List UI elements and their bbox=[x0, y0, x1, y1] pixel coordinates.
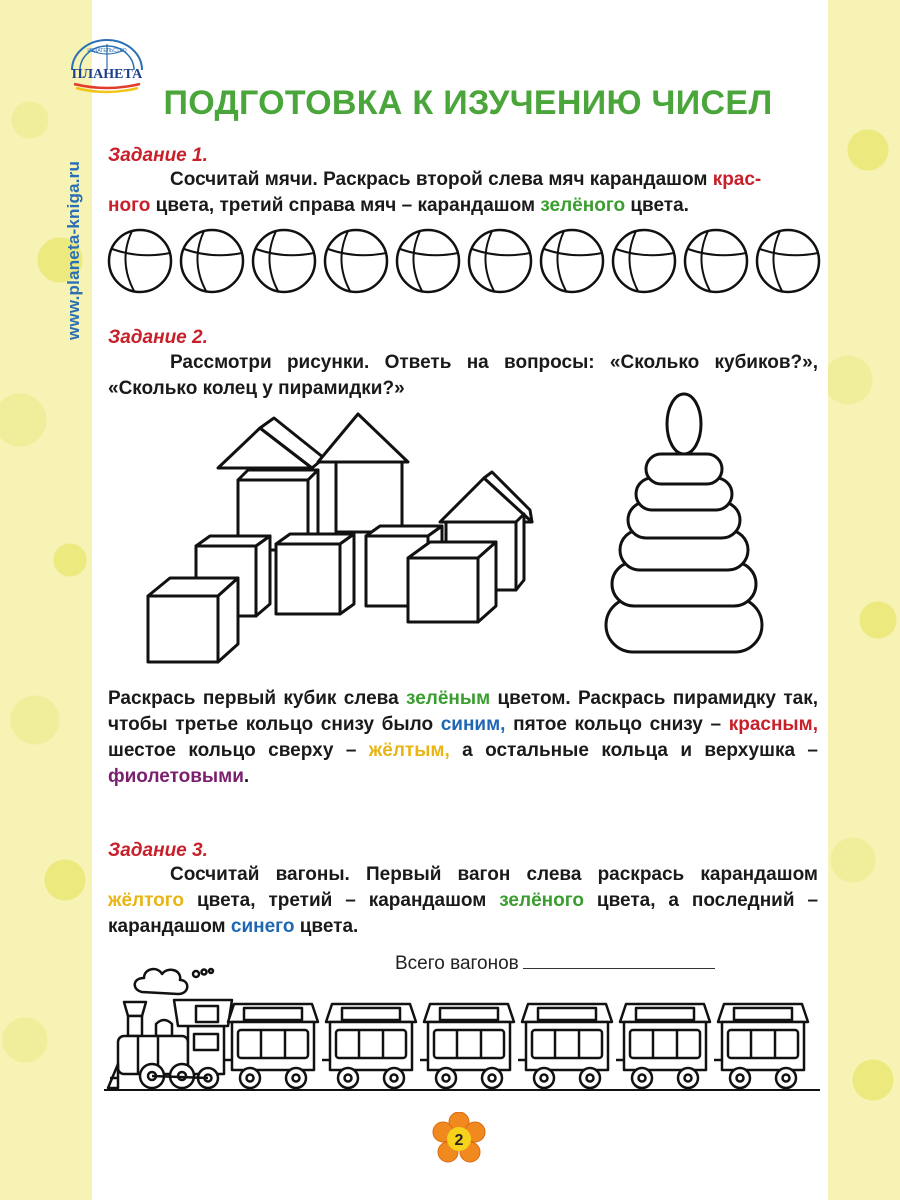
wagon[interactable] bbox=[322, 1004, 416, 1088]
publisher-website[interactable]: www.planeta-kniga.ru bbox=[64, 160, 83, 340]
wagon[interactable] bbox=[714, 1004, 808, 1088]
wagon-count-label: Всего вагонов bbox=[395, 953, 519, 974]
ball[interactable] bbox=[181, 230, 243, 292]
cube-front-right bbox=[408, 558, 478, 622]
wagon[interactable] bbox=[616, 1004, 710, 1088]
task2-instruction: Раскрась первый кубик слева зелёным цветом. Раскрась пирамидку так, чтобы третье кольцо снизу было синим, пятое кольцо снизу – красным, шестое кольцо сверху – жёлтым, а остальные кольца и верхушка – фиолетовыми. bbox=[108, 688, 818, 787]
train-drawing bbox=[104, 960, 820, 1096]
pyramid-ring-6 bbox=[646, 454, 722, 484]
pyramid-top bbox=[667, 394, 701, 454]
task1-label: Задание 1. bbox=[108, 145, 208, 166]
wagon[interactable] bbox=[224, 1004, 318, 1088]
smoke-cloud bbox=[135, 969, 188, 994]
ball[interactable] bbox=[253, 230, 315, 292]
cab-window bbox=[194, 1034, 218, 1050]
ball[interactable] bbox=[541, 230, 603, 292]
roof-center bbox=[318, 414, 408, 462]
ball[interactable] bbox=[613, 230, 675, 292]
svg-text:ПЛАНЕТА: ПЛАНЕТА bbox=[71, 67, 143, 82]
wagon[interactable] bbox=[420, 1004, 514, 1088]
ball[interactable] bbox=[685, 230, 747, 292]
cube-mid-2 bbox=[276, 544, 340, 614]
task2-question: Рассмотри рисунки. Ответь на вопросы: «Сколько кубиков?», «Сколько колец у пирамидки?» bbox=[108, 352, 818, 399]
cube-front-left bbox=[148, 596, 218, 662]
ball[interactable] bbox=[469, 230, 531, 292]
ball[interactable] bbox=[757, 230, 819, 292]
ring-pyramid-drawing bbox=[596, 392, 776, 664]
balls-row bbox=[104, 226, 824, 296]
task2-label: Задание 2. bbox=[108, 327, 208, 348]
page-number-badge bbox=[432, 1112, 486, 1166]
page-number: 2 bbox=[454, 1132, 464, 1149]
ball[interactable] bbox=[109, 230, 171, 292]
ball[interactable] bbox=[325, 230, 387, 292]
task3-label: Задание 3. bbox=[108, 840, 208, 861]
chimney bbox=[124, 1002, 146, 1016]
cube-back-center bbox=[336, 462, 402, 532]
wagon[interactable] bbox=[518, 1004, 612, 1088]
page-title: ПОДГОТОВКА К ИЗУЧЕНИЮ ЧИСЕЛ bbox=[163, 84, 773, 122]
task3-text: Сосчитай вагоны. Первый вагон слева раскрась карандашом жёлтого цвета, третий – карандашом зелёного цвета, а последний – карандашом синего цвета. bbox=[108, 864, 819, 937]
task1-text: Сосчитай мячи. Раскрась второй слева мяч карандашом крас- ного цвета, третий справа мяч – карандашом зелёного цвета. bbox=[108, 169, 762, 216]
toy-blocks-drawing bbox=[140, 410, 540, 670]
svg-text:ИЗДАТЕЛЬСТВО: ИЗДАТЕЛЬСТВО bbox=[87, 48, 127, 54]
right-decorative-border bbox=[828, 0, 900, 1200]
ball[interactable] bbox=[397, 230, 459, 292]
